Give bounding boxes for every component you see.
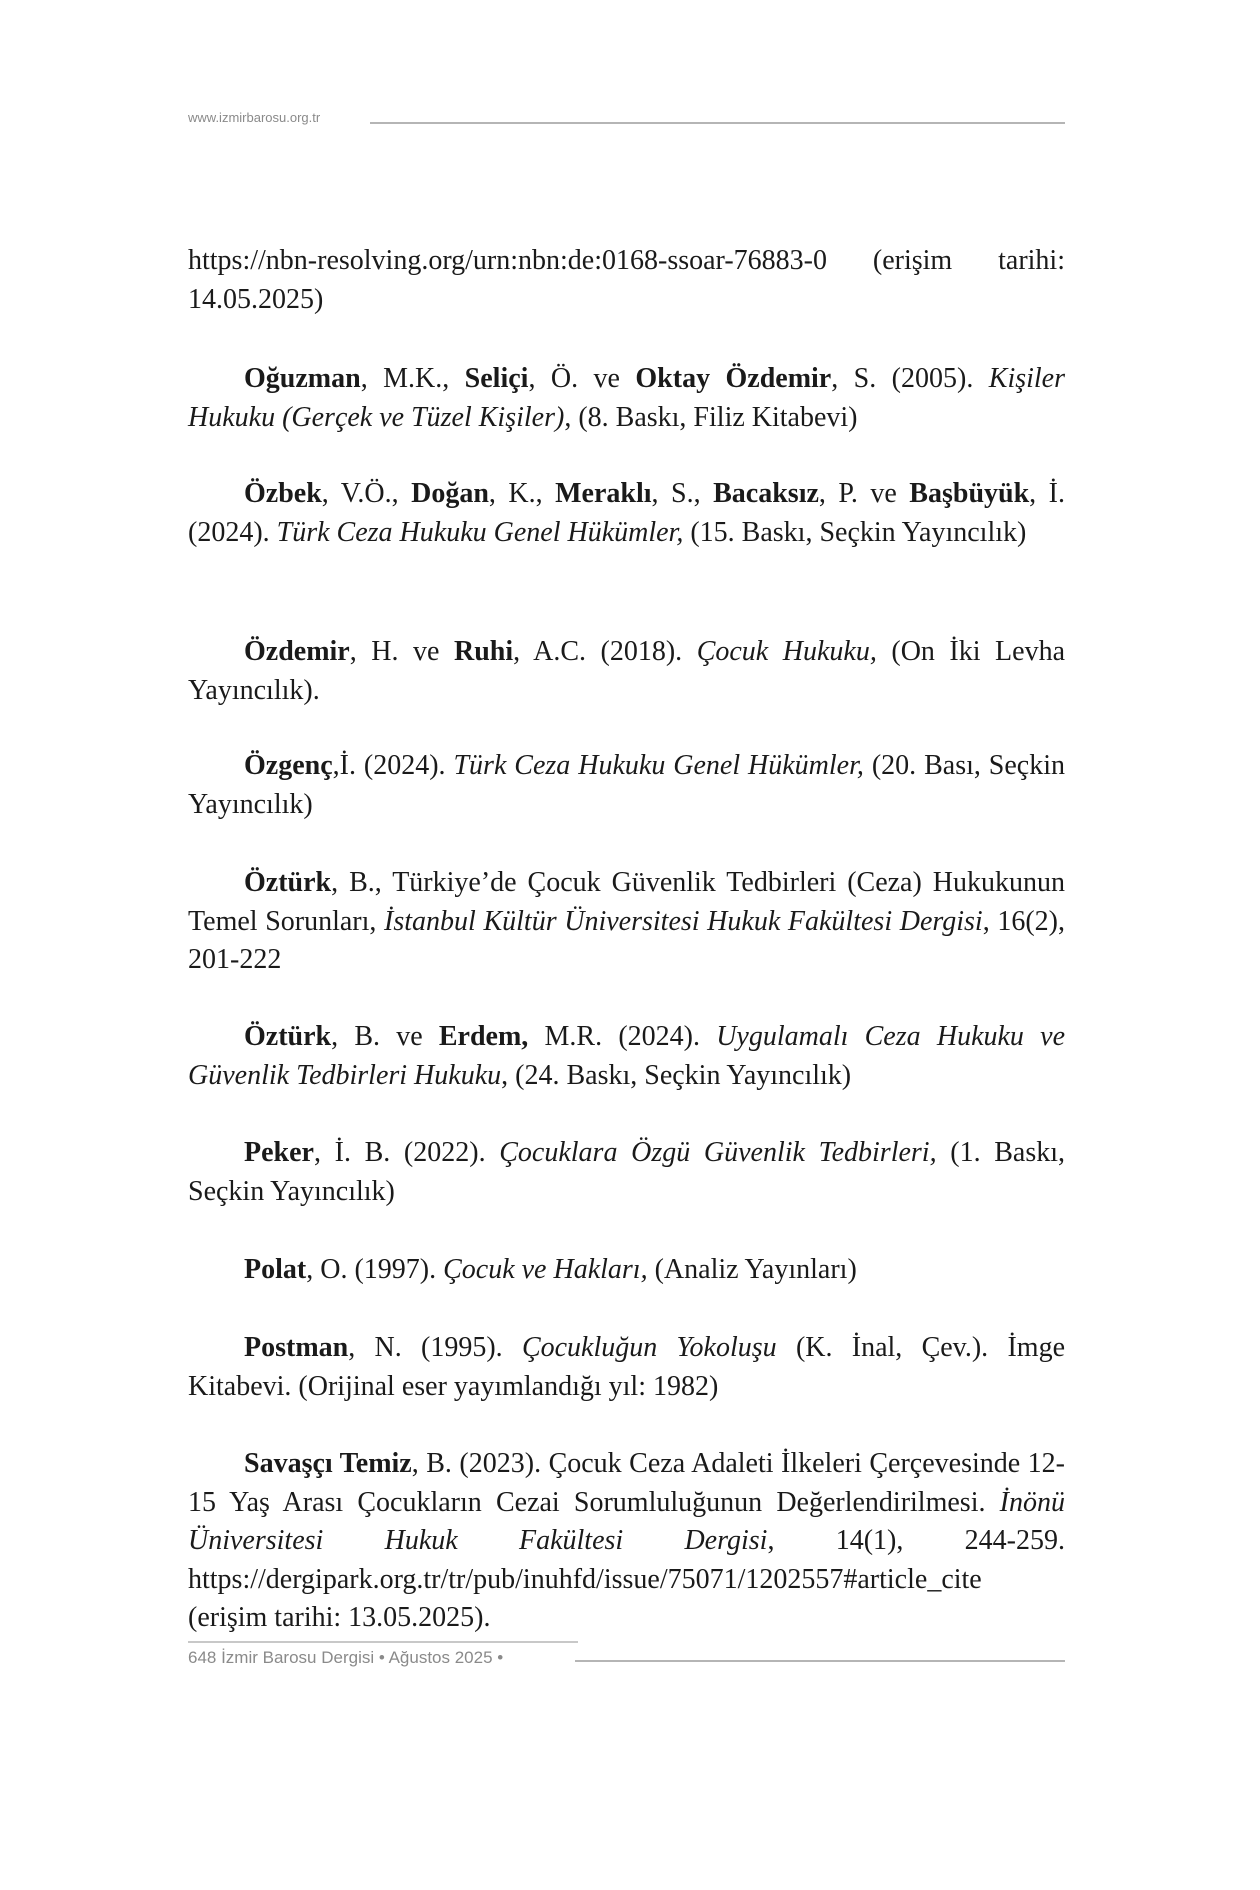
- author-name: Öztürk: [244, 1021, 332, 1052]
- reference-text: (Analiz Yayınları): [647, 1254, 857, 1285]
- author-name: Özdemir: [244, 636, 350, 667]
- reference-text: (On İki Levha Yayıncılık).: [188, 636, 1066, 706]
- reference-text: (K. İnal, Çev.). İmge Kitabevi. (Orijinal eser yayımlandığı yıl: 1982): [188, 1332, 1065, 1402]
- reference-entry: [188, 633, 1065, 710]
- header-divider: [370, 122, 1065, 124]
- author-name: Oktay Özdemir: [635, 363, 832, 394]
- reference-entry: [188, 242, 1065, 319]
- reference-text: , N. (1995).: [348, 1332, 522, 1363]
- reference-text: , İ. (2024).: [188, 478, 1065, 548]
- reference-text: , S.,: [651, 478, 714, 509]
- footer-divider-upper: [188, 1641, 578, 1643]
- reference-text: (15. Baskı, Seçkin Yayıncılık): [683, 516, 1027, 548]
- reference-text: , O. (1997).: [306, 1254, 444, 1285]
- reference-text: , 14(1), 244-259. https://dergipark.org.tr/tr/pub/inuhfd/issue/75071/1202557#article_cite (erişim tarihi: 13.05.2025).: [188, 1525, 1065, 1633]
- reference-entry: [188, 360, 1065, 437]
- work-title: Çocuk ve Hakları,: [443, 1254, 648, 1285]
- reference-entry: [188, 1134, 1065, 1211]
- author-name: Peker: [244, 1137, 314, 1168]
- author-name: Ruhi: [453, 636, 514, 667]
- reference-entry: [188, 1251, 1065, 1290]
- reference-text: , (8. Baskı, Filiz Kitabevi): [564, 401, 858, 433]
- work-title: Türk Ceza Hukuku Genel Hükümler,: [276, 516, 684, 548]
- footer-page-info: 648 İzmir Barosu Dergisi • Ağustos 2025 •: [188, 1648, 504, 1667]
- author-name: Özgenç: [244, 750, 333, 781]
- reference-text: https://nbn-resolving.org/urn:nbn:de:0168-ssoar-76883-0 (erişim tarihi: 14.05.2025): [188, 245, 1065, 315]
- reference-text: ,İ. (2024).: [332, 750, 454, 781]
- reference-text: , B. ve: [331, 1021, 439, 1052]
- author-name: Bacaksız: [713, 478, 819, 509]
- reference-entry: [188, 747, 1065, 824]
- author-name: Oğuzman: [244, 363, 361, 394]
- reference-text: , P. ve: [818, 478, 910, 509]
- header-site-url: www.izmirbarosu.org.tr: [188, 110, 321, 125]
- reference-text: , S. (2005).: [831, 363, 989, 394]
- author-name: Doğan: [411, 478, 489, 509]
- reference-text: , V.Ö.,: [321, 478, 412, 509]
- reference-entry: [188, 1018, 1065, 1095]
- author-name: Postman: [244, 1332, 349, 1363]
- work-title: İstanbul Kültür Üniversitesi Hukuk Fakültesi Dergisi: [384, 905, 983, 937]
- work-title: Çocukluğun Yokoluşu: [521, 1332, 777, 1363]
- work-title: Çocuk Hukuku,: [696, 636, 877, 667]
- work-title: Kişiler Hukuku (Gerçek ve Tüzel Kişiler): [188, 363, 1065, 433]
- author-name: Polat: [244, 1254, 307, 1285]
- work-title: Türk Ceza Hukuku Genel Hükümler,: [453, 750, 864, 781]
- work-title: Uygulamalı Ceza Hukuku ve Güvenlik Tedbirleri Hukuku: [188, 1021, 1065, 1091]
- reference-text: , B., Türkiye’de Çocuk Güvenlik Tedbirleri (Ceza) Hukukunun Temel Sorunları,: [188, 867, 1065, 937]
- reference-entry: [188, 1445, 1065, 1638]
- reference-text: , 16(2), 201-222: [188, 905, 1065, 975]
- reference-entry: [188, 864, 1065, 980]
- reference-text: , (24. Baskı, Seçkin Yayıncılık): [501, 1059, 852, 1091]
- reference-text: , B. (2023). Çocuk Ceza Adaleti İlkeleri Çerçevesinde 12-15 Yaş Arası Çocukların Cezai Sorumluluğunun Değerlendirilmesi.: [188, 1448, 1066, 1518]
- reference-entry: [188, 475, 1065, 552]
- work-title: İnönü Üniversitesi Hukuk Fakültesi Dergisi: [188, 1486, 1065, 1556]
- reference-text: , İ. B. (2022).: [313, 1137, 500, 1168]
- author-name: Seliçi: [464, 363, 529, 394]
- author-name: Savaşçı Temiz: [244, 1448, 412, 1479]
- author-name: Meraklı: [555, 478, 652, 509]
- reference-text: (20. Bası, Seçkin Yayıncılık): [188, 750, 1066, 820]
- footer-divider: [575, 1660, 1065, 1662]
- author-name: Öztürk: [244, 867, 332, 898]
- reference-text: , K.,: [488, 478, 556, 509]
- reference-text: (1. Baskı, Seçkin Yayıncılık): [188, 1137, 1066, 1207]
- author-name: Başbüyük: [909, 478, 1030, 509]
- author-name: Özbek: [244, 478, 322, 509]
- reference-text: , H. ve: [349, 636, 454, 667]
- reference-text: , A.C. (2018).: [513, 636, 697, 667]
- reference-text: , M.K.,: [360, 363, 465, 394]
- reference-entry: [188, 1329, 1065, 1406]
- reference-text: M.R. (2024).: [528, 1021, 717, 1052]
- author-name: Erdem,: [438, 1021, 529, 1052]
- work-title: Çocuklara Özgü Güvenlik Tedbirleri,: [499, 1137, 937, 1168]
- reference-text: , Ö. ve: [528, 363, 636, 394]
